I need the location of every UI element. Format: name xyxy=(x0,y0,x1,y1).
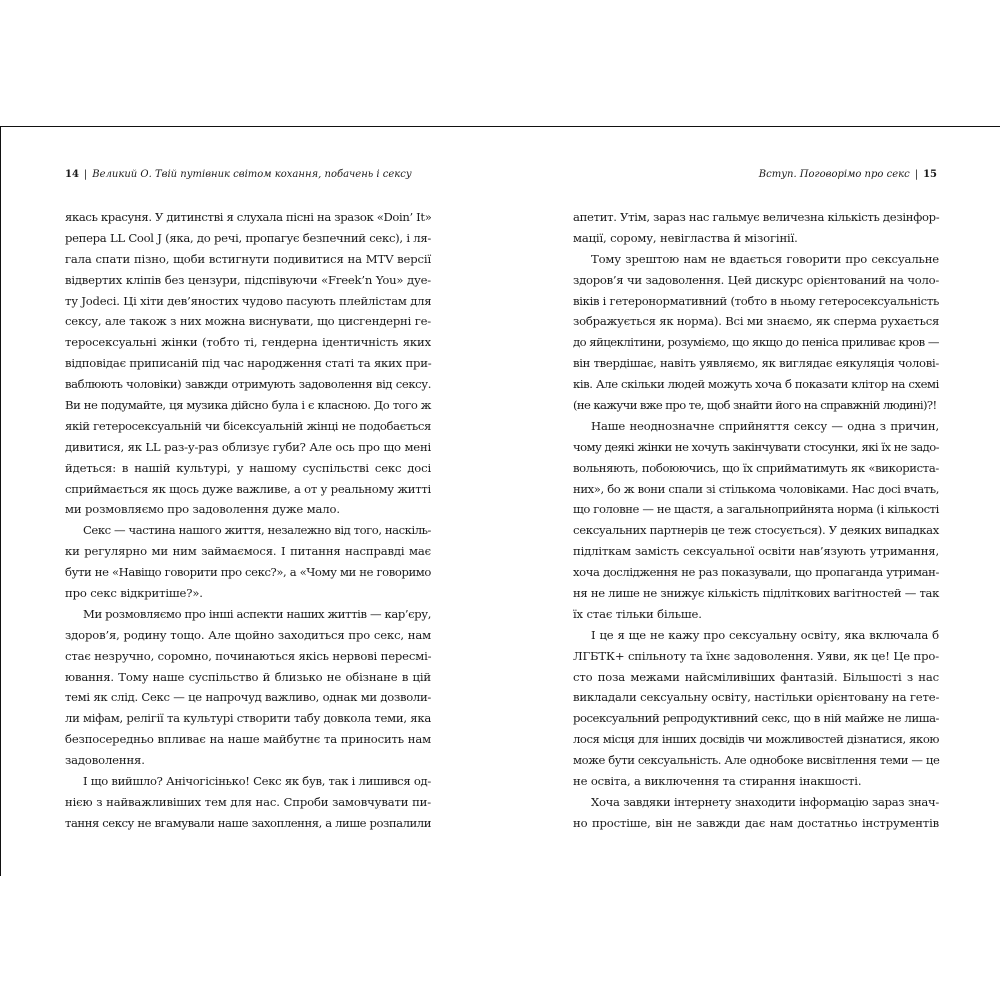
text-line: не освіта, а виключення та стирання інакшості. xyxy=(573,774,862,789)
text-line: І що вийшло? Анічогісінько! Секс як був, так і лишився од- xyxy=(83,774,431,789)
text-line: їх стає тільки більше. xyxy=(573,606,702,621)
chapter-title-running-head: Вступ. Поговорімо про секс xyxy=(758,169,910,180)
text-line: ювання. Тому наше суспільство й близько не обізнане в цій xyxy=(65,669,431,684)
text-line: ми розмовляємо про задоволення дуже мало. xyxy=(65,502,340,517)
text-line: може бути сексуальність. Але однобоке висвітлення теми — це xyxy=(573,753,940,768)
text-line: темі як слід. Секс — це напрочуд важливо, однак ми дозволи- xyxy=(65,690,431,705)
text-line: дивитися, як LL раз-у-раз облизує губи? Але ось про що мені xyxy=(65,439,431,454)
text-line: стає незручно, соромно, починаються якісь нервові пересмі- xyxy=(65,648,432,663)
page-number-right: 15 xyxy=(923,169,937,180)
text-line: віків і гетеронормативний (тобто в ньому гетеросексуальність xyxy=(573,293,939,308)
text-line: якась красуня. У дитинстві я слухала пісні на зразок «Doin’ It» xyxy=(65,210,432,224)
book-title-running-head: Великий О. Твій путівник світом кохання, побачень і сексу xyxy=(92,169,412,180)
text-line: тання сексу не вгамували наше захоплення, а лише розпалили xyxy=(65,815,431,830)
text-line: (не кажучи вже про те, щоб знайти його на справжній людині)?! xyxy=(573,398,937,413)
text-line: ки регулярно ми ним займаємося. І питання насправді має xyxy=(65,544,431,559)
text-line: відповідає приписаній під час народження статі та яких при- xyxy=(65,356,432,371)
text-line: він твердішає, навіть уявляємо, як виглядає еякуляція чолові- xyxy=(573,356,939,371)
right-running-head xyxy=(759,169,937,180)
page-number-left: 14 xyxy=(65,169,79,180)
text-line: Ви не подумайте, ця музика дійсно була і є класною. До того ж xyxy=(65,398,431,413)
text-line: теросексуальні жінки (тобто ті, гендерна ідентичність яких xyxy=(65,335,431,350)
text-line: безпосередньо впливає на наше майбутнє та приносить нам xyxy=(65,732,431,747)
text-line: ваблюють чоловіки) завжди отримують задоволення від сексу. xyxy=(65,377,431,392)
text-line: гала спати пізно, щоби встигнути подивитися на MTV версії xyxy=(65,251,431,266)
text-line: І це я ще не кажу про сексуальну освіту, яка включала б xyxy=(591,627,939,642)
text-line: росексуальний репродуктивний секс, що в ній майже не лиша- xyxy=(573,711,939,726)
text-line: ЛГБТК+ спільноту та їхнє задоволення. Уяви, як це! Це про- xyxy=(573,648,939,663)
text-line: відвертих кліпів без цензури, підспівуючи «Freek’n You» дуе- xyxy=(65,272,431,287)
text-line: якій гетеросексуальній чи бісексуальній жінці не подобається xyxy=(65,418,431,433)
text-line: йдеться: в нашій культурі, у нашому суспільстві секс досі xyxy=(65,460,431,475)
text-line: Ми розмовляємо про інші аспекти наших життів — кар’єру, xyxy=(83,606,431,621)
text-line: ли міфам, релігії та культурі створити табу довкола теми, яка xyxy=(65,711,431,726)
text-line: репера LL Cool J (яка, до речі, пропагує безпечний секс), і ля- xyxy=(65,230,431,245)
text-line: задоволення. xyxy=(65,753,145,768)
text-line: лося місця для інших досвідів чи можливостей дізнатися, якою xyxy=(573,732,939,747)
book-spread xyxy=(0,126,1000,876)
left-page-body xyxy=(65,207,431,834)
text-line: мації, сорому, невігластва й мізогінії. xyxy=(573,230,798,245)
text-line: ня не лише не знижує кількість підліткових вагітностей — так xyxy=(573,586,939,601)
text-line: сприймається як щось дуже важливе, а от у реальному житті xyxy=(65,481,431,496)
text-line: Секс — частина нашого життя, незалежно від того, наскіль- xyxy=(83,523,431,538)
left-page xyxy=(1,127,501,876)
text-line: до яйцеклітини, розуміємо, що якщо до пеніса приливає кров — xyxy=(573,335,939,350)
text-line: вольняють, побоюючись, що їх сприйматимуть як «використа- xyxy=(573,460,939,475)
text-line: Хоча завдяки інтернету знаходити інформацію зараз знач- xyxy=(591,794,939,809)
text-line: апетит. Утім, зараз нас гальмує величезна кількість дезінфор- xyxy=(573,210,940,224)
text-line: Тому зрештою нам не вдається говорити про сексуальне xyxy=(591,251,939,266)
text-line: бути не «Навіщо говорити про секс?», а «Чому ми не говоримо xyxy=(65,565,431,580)
text-line: но простіше, він не завжди дає нам достатньо інструментів xyxy=(573,815,939,830)
text-line: що головне — не щастя, а загальноприйнята норма (і кількості xyxy=(573,502,939,517)
text-line: ків. Але скільки людей можуть хоча б показати клітор на схемі xyxy=(573,377,939,392)
text-line: підліткам замість сексуальної освіти нав’язують утримання, xyxy=(573,544,939,559)
left-running-head xyxy=(65,169,412,180)
right-page xyxy=(501,127,1000,876)
text-line: сто поза межами найсміливіших фантазій. Більшості з нас xyxy=(573,669,939,684)
text-line: сексу, але також з них можна виснувати, що цисгендерні ге- xyxy=(65,314,431,329)
text-line: про секс відкритіше?». xyxy=(65,586,203,601)
text-line: них», бо ж вони спали зі стількома чоловіками. Нас досі вчать, xyxy=(573,481,939,496)
text-line: чому деякі жінки не хочуть закінчувати стосунки, які їх не задо- xyxy=(573,439,939,454)
text-line: Наше неоднозначне сприйняття сексу — одна з причин, xyxy=(591,418,939,433)
running-head-separator: | xyxy=(914,169,919,180)
text-line: здоров’я, родину тощо. Але щойно заходиться про секс, нам xyxy=(65,627,431,642)
text-line: нією з найважливіших тем для нас. Спроби замовчувати пи- xyxy=(65,794,431,809)
text-line: здоров’я чи задоволення. Цей дискурс орієнтований на чоло- xyxy=(573,272,939,287)
text-line: сексуальних партнерів це теж стосується). У деяких випадках xyxy=(573,523,939,538)
text-line: викладали сексуальну освіту, настільки орієнтовану на гете- xyxy=(573,690,940,705)
text-line: зображується як норма). Всі ми знаємо, як сперма рухається xyxy=(573,314,940,329)
running-head-separator: | xyxy=(83,169,88,180)
text-line: ту Jodeci. Ці хіти дев’яностих чудово пасують плейлістам для xyxy=(65,293,432,308)
text-line: хоча дослідження не раз показували, що пропаганда утриман- xyxy=(573,565,939,580)
right-page-body xyxy=(573,207,939,834)
